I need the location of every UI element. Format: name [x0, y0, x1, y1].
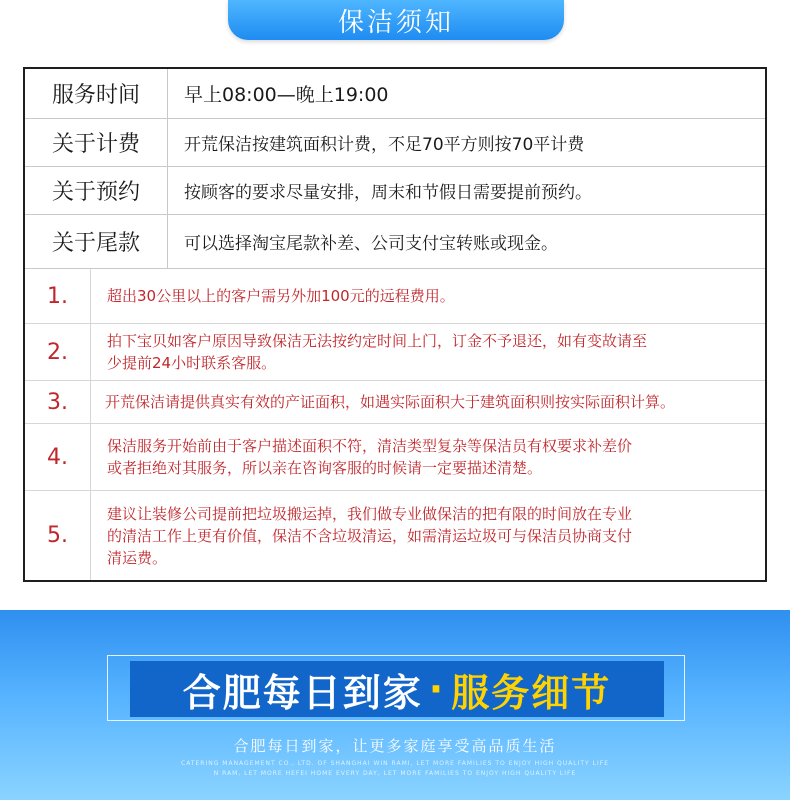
note-number: 4.	[25, 424, 91, 490]
info-row-booking	[25, 167, 765, 215]
note-line: 超出30公里以上的客户需另外加100元的远程费用。	[107, 287, 455, 305]
note-row-4	[25, 424, 765, 491]
banner-frame	[107, 655, 685, 721]
banner-brand: 合肥每日到家	[182, 670, 423, 715]
footer-slogan: 合肥每日到家，让更多家庭享受高品质生活	[233, 737, 557, 755]
info-label: 关于预约	[25, 167, 168, 214]
footer-tagline-1: CATERING MANAGEMENT CO., LTD. OF SHANGHAI WIN RAMI, LET MORE FAMILIES TO ENJOY HIGH QUALITY LIFE	[181, 760, 609, 767]
info-table	[23, 67, 767, 582]
section-title: 保洁须知	[228, 0, 564, 40]
note-text	[91, 324, 765, 380]
footer-tagline-2: N RAM, LET MORE HEFEI HOME EVERY DAY, LET MORE FAMILIES TO ENJOY HIGH QUALITY LIFE	[213, 770, 577, 777]
note-number: 1.	[25, 269, 91, 323]
info-value: 按顾客的要求尽量安排，周末和节假日需要提前预约。	[184, 183, 592, 203]
note-line: 拍下宝贝如客户原因导致保洁无法按约定时间上门，订金不予退还，如有变故请至	[107, 332, 648, 350]
note-text	[91, 424, 765, 490]
info-value: 开荒保洁按建筑面积计费，不足70平方则按70平计费	[184, 135, 585, 155]
note-line: 保洁服务开始前由于客户描述面积不符，清洁类型复杂等保洁员有权要求补差价	[107, 437, 633, 455]
info-label: 关于计费	[25, 119, 168, 166]
note-text	[91, 269, 765, 323]
note-row-3	[25, 381, 765, 424]
note-row-1	[25, 269, 765, 324]
banner-separator: ·	[428, 667, 446, 711]
note-number: 3.	[25, 381, 91, 423]
note-line: 的清洁工作上更有价值，保洁不含垃圾清运，如需清运垃圾可与保洁员协商支付	[107, 526, 633, 545]
note-line: 清运费。	[107, 548, 168, 567]
note-line: 少提前24小时联系客服。	[107, 354, 277, 372]
note-text	[91, 381, 765, 423]
note-row-5	[25, 491, 765, 580]
note-number: 5.	[25, 491, 91, 580]
note-line: 开荒保洁请提供真实有效的产证面积，如遇实际面积大于建筑面积则按实际面积计算。	[105, 393, 676, 411]
info-row-balance	[25, 215, 765, 269]
note-text	[91, 491, 765, 580]
banner-subtitle: 服务细节	[451, 670, 612, 715]
footer-banner-area	[0, 610, 790, 800]
note-row-2	[25, 324, 765, 381]
note-line: 或者拒绝对其服务，所以亲在咨询客服的时候请一定要描述清楚。	[107, 459, 543, 477]
info-label: 服务时间	[25, 69, 168, 118]
info-label: 关于尾款	[25, 215, 168, 268]
info-value: 早上08:00—晚上19:00	[184, 84, 389, 106]
note-number: 2.	[25, 324, 91, 380]
note-line: 建议让装修公司提前把垃圾搬运掉，我们做专业做保洁的把有限的时间放在专业	[107, 504, 633, 523]
info-value: 可以选择淘宝尾款补差、公司支付宝转账或现金。	[184, 234, 558, 254]
info-row-service-time	[25, 69, 765, 119]
banner-heading	[130, 661, 664, 717]
info-row-billing	[25, 119, 765, 167]
